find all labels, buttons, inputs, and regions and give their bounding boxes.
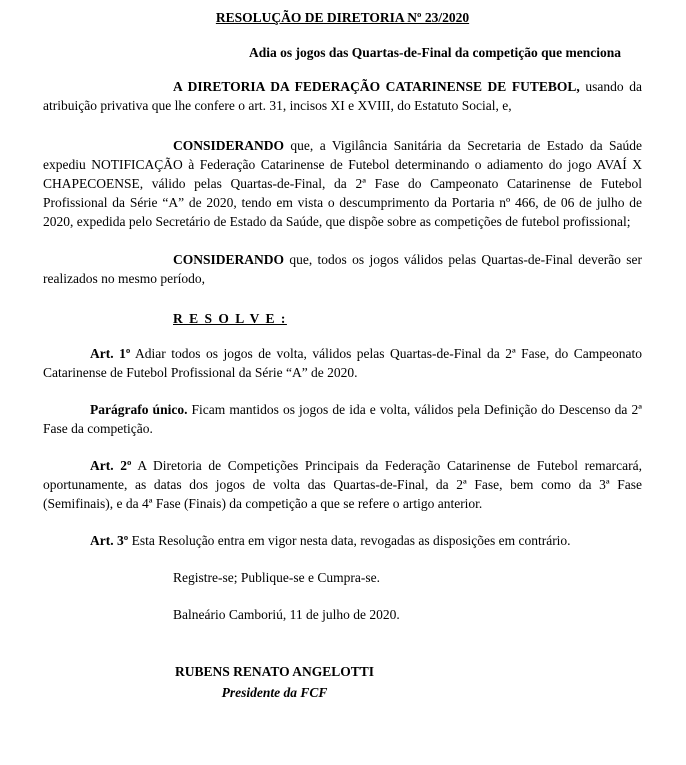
considerando-paragraph-1: [43, 136, 642, 231]
ementa-line: Adia os jogos das Quartas-de-Final da competição que menciona: [249, 45, 622, 60]
article-1-paragraph: [43, 344, 642, 382]
considerando-paragraph-2: [43, 250, 642, 288]
considerando-1-lead: CONSIDERANDO: [173, 138, 285, 153]
document-title: [43, 8, 642, 27]
paragrafo-unico-rest: Ficam mantidos os jogos de ida e volta, válidos pela Definição do Descenso da 2ª Fase da competição.: [43, 402, 642, 436]
article-2-rest: A Diretoria de Competições Principais da Federação Catarinense de Futebol remarcará, oportunamente, as datas dos jogos de volta das Quartas-de-Final, da 2ª Fase, bem como da 3ª Fase (Semifinais), e da 4ª Fase (Finais) da competição a que se refere o artigo anterior.: [43, 458, 642, 511]
registre-line: Registre-se; Publique-se e Cumpra-se.: [173, 570, 380, 585]
opening-lead: A DIRETORIA DA FEDERAÇÃO CATARINENSE DE FUTEBOL,: [173, 79, 580, 94]
opening-paragraph: [43, 77, 642, 115]
article-3-rest: Esta Resolução entra em vigor nesta data, revogadas as disposições em contrário.: [128, 533, 571, 548]
signatory-role: Presidente da FCF: [221, 685, 328, 700]
article-1-lead: Art. 1º: [90, 346, 131, 361]
signatory-name: RUBENS RENATO ANGELOTTI: [175, 664, 375, 679]
considerando-1-rest: que, a Vigilância Sanitária da Secretaria de Estado da Saúde expediu NOTIFICAÇÃO à Federação Catarinense de Futebol determinando o adiamento do jogo AVAÍ X CHAPECOENSE, válido pelas Quartas-de-Final, da 2ª Fase do Campeonato Catarinense de Futebol Profissional da Série “A” de 2020, tendo em vista o descumprimento da Portaria nº 466, de 06 de julho de 2020, expedida pelo Secretário de Estado da Saúde, que dispõe sobre as competições de futebol profissional;: [43, 138, 642, 229]
article-2-lead: Art. 2º: [90, 458, 132, 473]
article-2-paragraph: [43, 456, 642, 513]
signature-block: [175, 662, 374, 702]
place-date-line: Balneário Camboriú, 11 de julho de 2020.: [173, 607, 400, 622]
article-3-paragraph: [43, 531, 642, 550]
article-3-lead: Art. 3º: [90, 533, 129, 548]
opening-rest: usando da atribuição privativa que lhe confere o art. 31, incisos XI e XVIII, do Estatuto Social, e,: [43, 79, 642, 113]
resolve-heading: [173, 309, 642, 328]
resolve-heading-text: R E S O L V E :: [173, 311, 287, 326]
paragrafo-unico-paragraph: [43, 400, 642, 438]
paragrafo-unico-lead: Parágrafo único.: [90, 402, 188, 417]
considerando-2-rest: que, todos os jogos válidos pelas Quartas-de-Final deverão ser realizados no mesmo período,: [43, 252, 642, 286]
considerando-2-lead: CONSIDERANDO: [173, 252, 285, 267]
article-1-rest: Adiar todos os jogos de volta, válidos pelas Quartas-de-Final da 2ª Fase, do Campeonato Catarinense de Futebol Profissional da Série “A” de 2020.: [43, 346, 642, 380]
document-title-text: RESOLUÇÃO DE DIRETORIA Nº 23/2020: [215, 10, 470, 25]
